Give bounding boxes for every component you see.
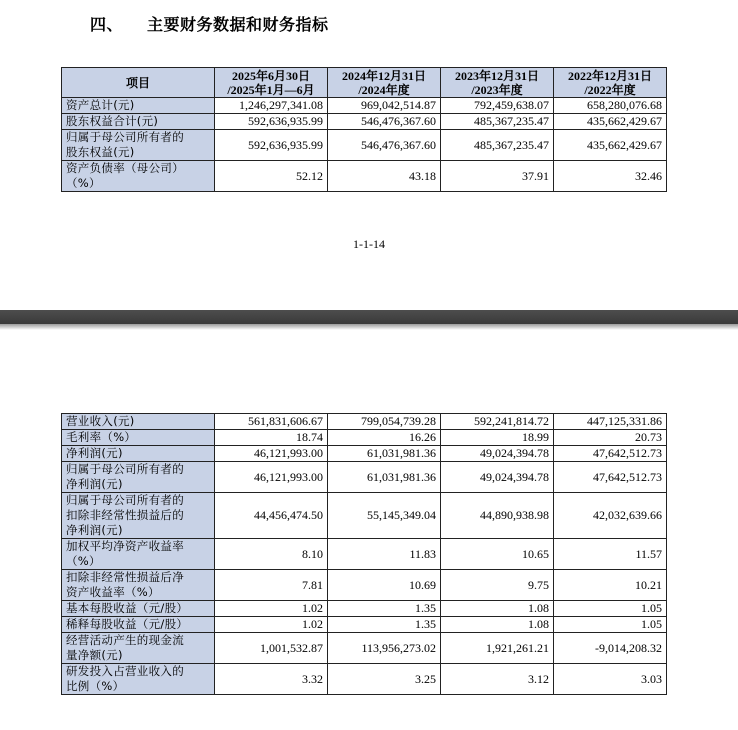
value-cell: 1.35 [328, 617, 441, 633]
financial-position-table [61, 67, 667, 192]
value-cell: 37.91 [441, 161, 554, 192]
table-row [62, 539, 667, 570]
table-row [62, 617, 667, 633]
row-label: 研发投入占营业收入的 比例（%） [62, 664, 215, 695]
header-cell-2022: 2022年12月31日 /2022年度 [554, 68, 667, 98]
header-cell-2023: 2023年12月31日 /2023年度 [441, 68, 554, 98]
value-cell: 49,024,394.78 [441, 462, 554, 493]
table-row [62, 633, 667, 664]
value-cell: 44,456,474.50 [215, 493, 328, 539]
row-label: 资产负债率（母公司） （%） [62, 161, 215, 192]
row-label: 基本每股收益（元/股） [62, 601, 215, 617]
value-cell: 447,125,331.86 [554, 414, 667, 430]
value-cell: 3.25 [328, 664, 441, 695]
row-label: 归属于母公司所有者的 扣除非经常性损益后的 净利润(元) [62, 493, 215, 539]
value-cell: 32.46 [554, 161, 667, 192]
table-row [62, 98, 667, 114]
row-label: 归属于母公司所有者的 股东权益(元) [62, 130, 215, 161]
row-label: 经营活动产生的现金流 量净额(元) [62, 633, 215, 664]
table-row [62, 664, 667, 695]
value-cell: 1.05 [554, 601, 667, 617]
value-cell: 435,662,429.67 [554, 114, 667, 130]
section-heading [90, 12, 329, 35]
value-cell: 42,032,639.66 [554, 493, 667, 539]
value-cell: 10.65 [441, 539, 554, 570]
table-row [62, 130, 667, 161]
value-cell: 799,054,739.28 [328, 414, 441, 430]
value-cell: 658,280,076.68 [554, 98, 667, 114]
value-cell: 47,642,512.73 [554, 462, 667, 493]
value-cell: 1.02 [215, 617, 328, 633]
table-row [62, 570, 667, 601]
income-indicators-table [61, 413, 667, 695]
value-cell: 3.32 [215, 664, 328, 695]
value-cell: 3.03 [554, 664, 667, 695]
value-cell: 969,042,514.87 [328, 98, 441, 114]
value-cell: 61,031,981.36 [328, 462, 441, 493]
row-label: 毛利率（%） [62, 430, 215, 446]
row-label: 归属于母公司所有者的 净利润(元) [62, 462, 215, 493]
row-label: 加权平均净资产收益率 （%） [62, 539, 215, 570]
table-row [62, 414, 667, 430]
page-break-shadow [0, 324, 738, 330]
value-cell: 592,636,935.99 [215, 130, 328, 161]
table-row [62, 446, 667, 462]
section-number: 四、 [90, 15, 124, 34]
value-cell: 1,921,261.21 [441, 633, 554, 664]
table-row [62, 462, 667, 493]
value-cell: 52.12 [215, 161, 328, 192]
table-row [62, 430, 667, 446]
value-cell: 1.08 [441, 601, 554, 617]
value-cell: 61,031,981.36 [328, 446, 441, 462]
section-title: 主要财务数据和财务指标 [147, 15, 329, 34]
value-cell: 1.08 [441, 617, 554, 633]
header-cell-item: 项目 [62, 68, 215, 98]
value-cell: 1.05 [554, 617, 667, 633]
value-cell: 8.10 [215, 539, 328, 570]
value-cell: 55,145,349.04 [328, 493, 441, 539]
value-cell: 46,121,993.00 [215, 462, 328, 493]
value-cell: -9,014,208.32 [554, 633, 667, 664]
value-cell: 10.69 [328, 570, 441, 601]
row-label: 稀释每股收益（元/股） [62, 617, 215, 633]
table-row [62, 114, 667, 130]
value-cell: 485,367,235.47 [441, 114, 554, 130]
value-cell: 9.75 [441, 570, 554, 601]
value-cell: 546,476,367.60 [328, 130, 441, 161]
value-cell: 43.18 [328, 161, 441, 192]
value-cell: 113,956,273.02 [328, 633, 441, 664]
row-label: 股东权益合计(元) [62, 114, 215, 130]
value-cell: 3.12 [441, 664, 554, 695]
value-cell: 20.73 [554, 430, 667, 446]
value-cell: 46,121,993.00 [215, 446, 328, 462]
value-cell: 7.81 [215, 570, 328, 601]
value-cell: 11.83 [328, 539, 441, 570]
value-cell: 49,024,394.78 [441, 446, 554, 462]
value-cell: 16.26 [328, 430, 441, 446]
header-cell-2025h1: 2025年6月30日 /2025年1月—6月 [215, 68, 328, 98]
value-cell: 1,001,532.87 [215, 633, 328, 664]
table-header-row [62, 68, 667, 98]
row-label: 营业收入(元) [62, 414, 215, 430]
row-label: 资产总计(元) [62, 98, 215, 114]
row-label: 净利润(元) [62, 446, 215, 462]
value-cell: 1.02 [215, 601, 328, 617]
value-cell: 47,642,512.73 [554, 446, 667, 462]
value-cell: 592,241,814.72 [441, 414, 554, 430]
value-cell: 485,367,235.47 [441, 130, 554, 161]
value-cell: 44,890,938.98 [441, 493, 554, 539]
value-cell: 11.57 [554, 539, 667, 570]
value-cell: 18.99 [441, 430, 554, 446]
table-row [62, 601, 667, 617]
table-row [62, 493, 667, 539]
header-cell-2024: 2024年12月31日 /2024年度 [328, 68, 441, 98]
value-cell: 1.35 [328, 601, 441, 617]
table-row [62, 161, 667, 192]
value-cell: 561,831,606.67 [215, 414, 328, 430]
value-cell: 10.21 [554, 570, 667, 601]
value-cell: 592,636,935.99 [215, 114, 328, 130]
value-cell: 1,246,297,341.08 [215, 98, 328, 114]
value-cell: 546,476,367.60 [328, 114, 441, 130]
value-cell: 792,459,638.07 [441, 98, 554, 114]
page-break-gap [0, 310, 738, 324]
row-label: 扣除非经常性损益后净 资产收益率（%） [62, 570, 215, 601]
value-cell: 18.74 [215, 430, 328, 446]
page-number: 1-1-14 [353, 237, 385, 251]
value-cell: 435,662,429.67 [554, 130, 667, 161]
